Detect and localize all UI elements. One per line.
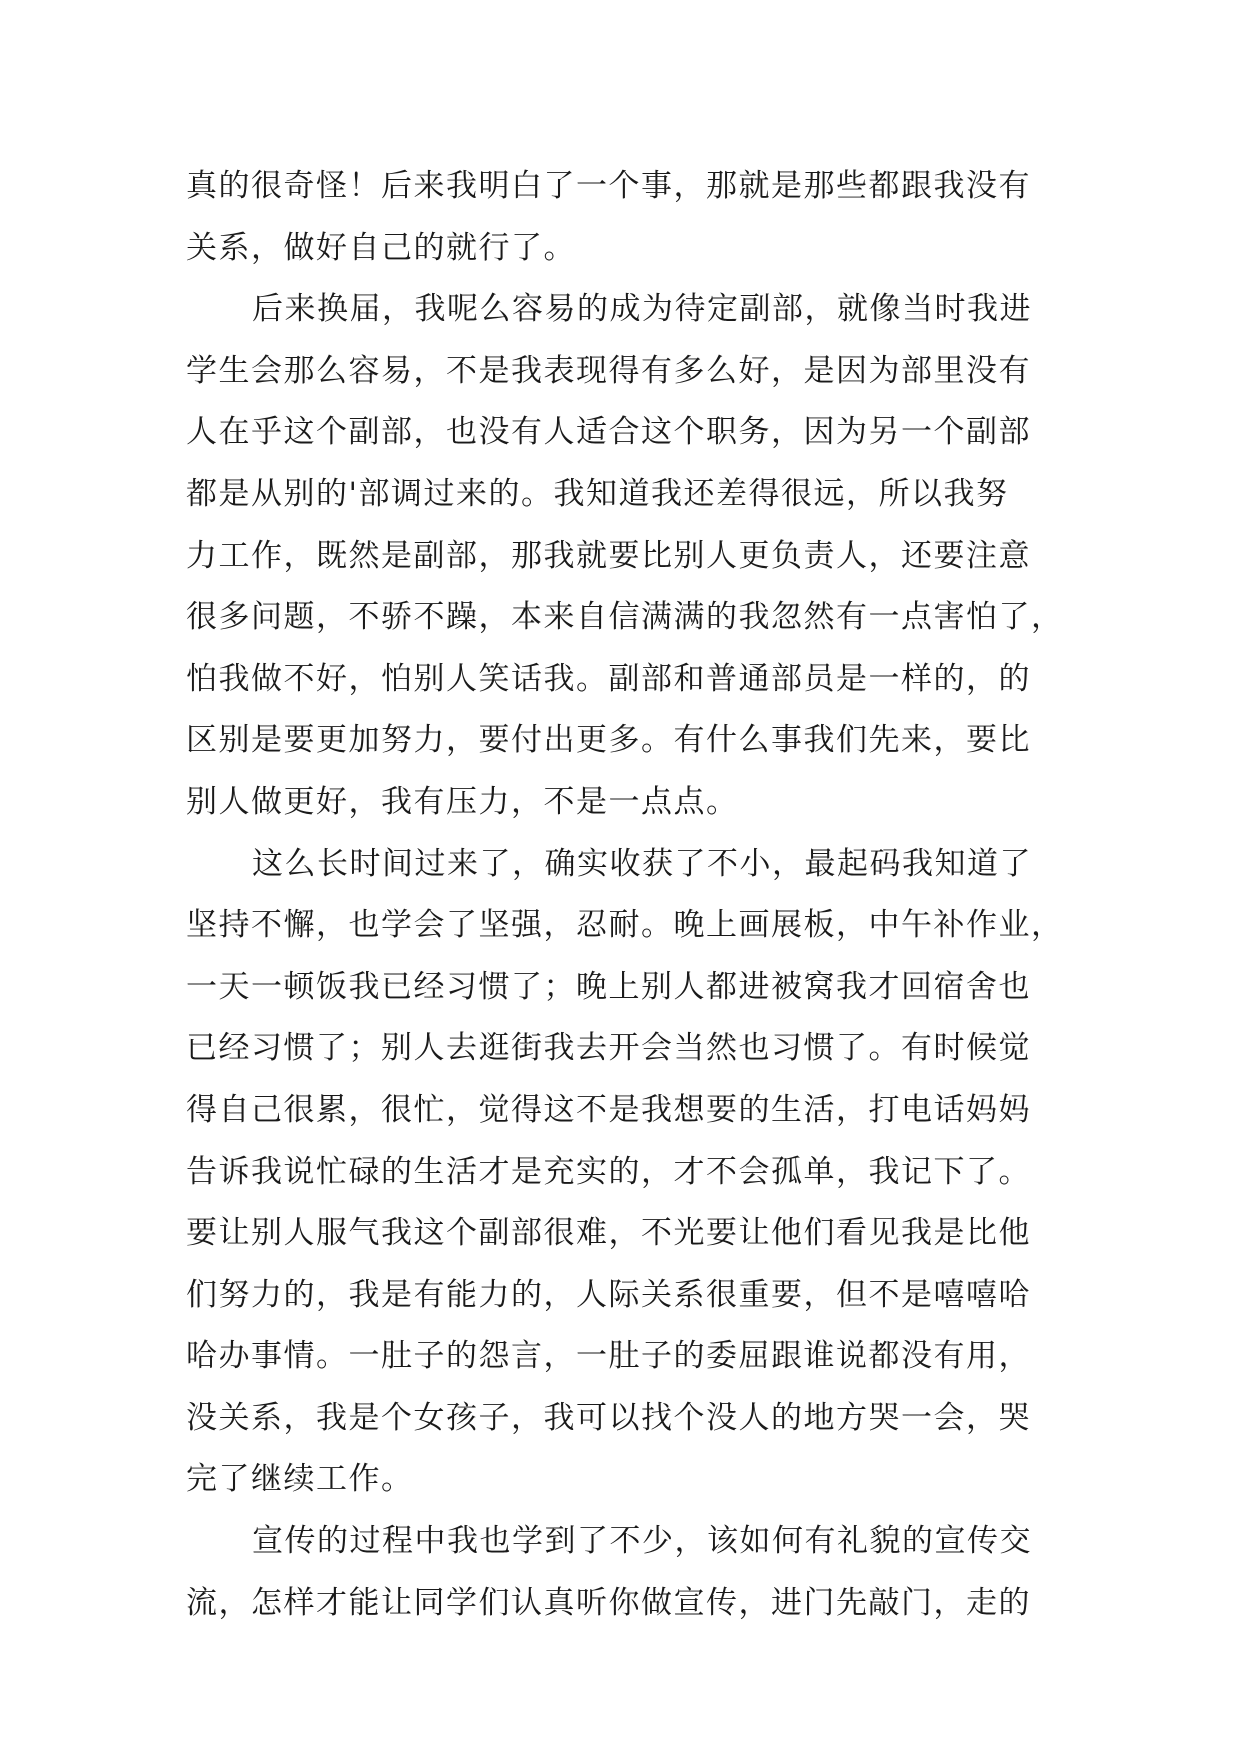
text-line: 哈办事情。一肚子的怨言，一肚子的委屈跟谁说都没有用， (186, 1338, 1031, 1375)
text-line: 告诉我说忙碌的生活才是充实的，才不会孤单，我记下了。 (186, 1153, 1031, 1190)
text-line: 已经习惯了；别人去逛街我去开会当然也习惯了。有时候觉 (186, 1030, 1031, 1067)
text-line: 这么长时间过来了，确实收获了不小，最起码我知道了 (252, 845, 1032, 882)
body-text (186, 156, 1066, 1634)
text-line: 们努力的，我是有能力的，人际关系很重要，但不是嘻嘻哈 (186, 1276, 1031, 1313)
text-line: 没关系，我是个女孩子，我可以找个没人的地方哭一会，哭 (186, 1399, 1031, 1436)
text-line: 学生会那么容易，不是我表现得有多么好，是因为部里没有 (186, 352, 1031, 389)
text-line: 很多问题，不骄不躁，本来自信满满的我忽然有一点害怕了， (186, 599, 1064, 636)
text-line: 要让别人服气我这个副部很难，不光要让他们看见我是比他 (186, 1215, 1031, 1252)
text-line: 宣传的过程中我也学到了不少，该如何有礼貌的宣传交 (252, 1523, 1032, 1560)
text-line: 力工作，既然是副部，那我就要比别人更负责人，还要注意 (186, 537, 1031, 574)
text-line: 别人做更好，我有压力，不是一点点。 (186, 783, 739, 820)
text-line: 流，怎样才能让同学们认真听你做宣传，进门先敲门，走的 (186, 1584, 1031, 1621)
text-line: 真的很奇怪！后来我明白了一个事，那就是那些都跟我没有 (186, 168, 1031, 204)
text-line: 怕我做不好，怕别人笑话我。副部和普通部员是一样的，的 (186, 660, 1031, 697)
text-line: 坚持不懈，也学会了坚强，忍耐。晚上画展板，中午补作业， (186, 907, 1064, 944)
text-line: 完了继续工作。 (186, 1461, 414, 1498)
text-line: 一天一顿饭我已经习惯了；晚上别人都进被窝我才回宿舍也 (186, 968, 1031, 1005)
text-line: 区别是要更加努力，要付出更多。有什么事我们先来，要比 (186, 722, 1031, 759)
text-line: 都是从别的'部调过来的。我知道我还差得很远，所以我努 (186, 475, 1009, 512)
text-line: 得自己很累，很忙，觉得这不是我想要的生活，打电话妈妈 (186, 1091, 1031, 1128)
text-line: 关系，做好自己的就行了。 (186, 229, 576, 266)
text-line: 后来换届，我呢么容易的成为待定副部，就像当时我进 (252, 291, 1032, 328)
text-line: 人在乎这个副部，也没有人适合这个职务，因为另一个副部 (186, 414, 1031, 451)
